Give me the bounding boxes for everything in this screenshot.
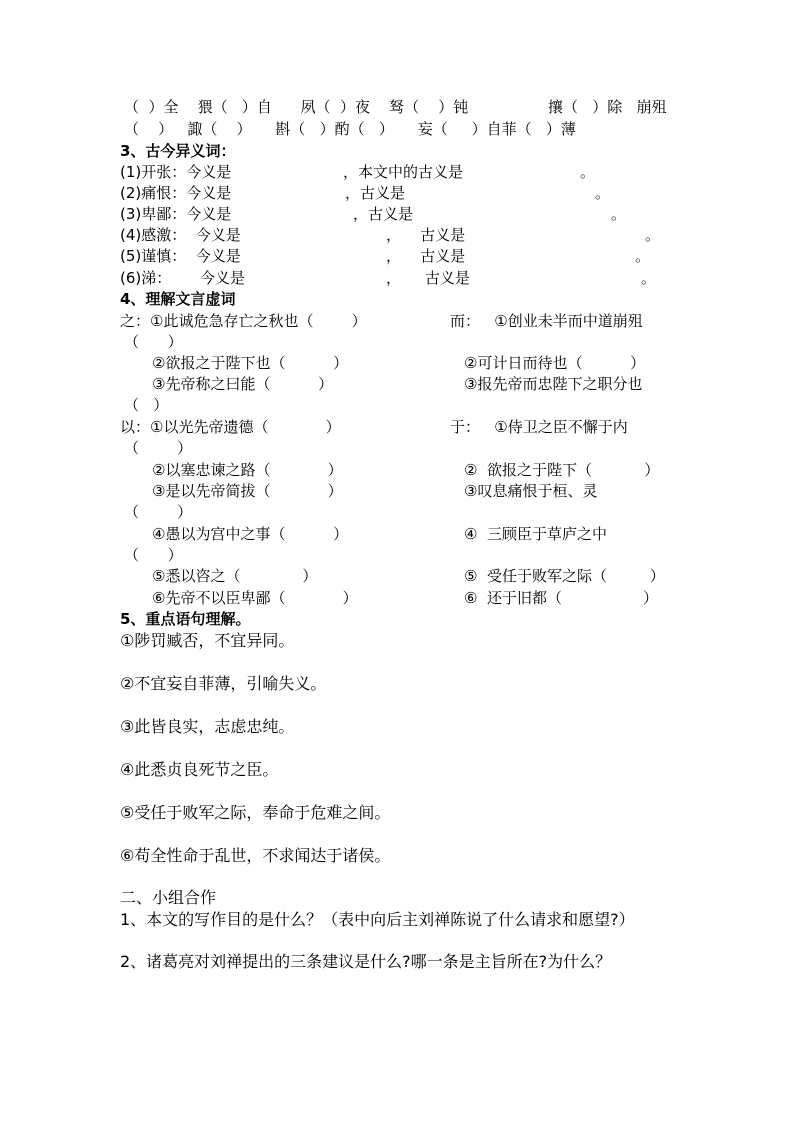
yi-item-4: ④愚以为宫中之事（ ） <box>152 525 349 543</box>
gujin-4-label: (4)感激： 今义是 <box>120 226 241 244</box>
yu-item-4-blank: （ ） <box>124 546 183 564</box>
section-5-heading: 5、重点语句理解。 <box>120 610 251 628</box>
yu-item-3: ③叹息痛恨于桓、灵 <box>464 482 598 500</box>
er-item-3-blank: （ ） <box>124 396 169 414</box>
gujin-2-mid: ，古义是 <box>345 184 406 202</box>
er-item-3: ③报先帝而忠陛下之职分也 <box>464 375 643 393</box>
gujin-6-mid: ， 古义是 <box>386 269 470 287</box>
gujin-6-label: (6)涕： 今义是 <box>120 269 245 287</box>
yu-item-3-blank: （ ） <box>124 503 193 521</box>
yi-item-2: ②以塞忠谏之路（ ） <box>152 461 343 479</box>
gujin-3-mid: ，古义是 <box>353 205 414 223</box>
gujin-1-mid: ，本文中的古义是 <box>343 163 464 181</box>
yi-item-3: ③是以先帝简拔（ ） <box>152 482 343 500</box>
sentence-6: ⑥苟全性命于乱世，不求闻达于诸侯。 <box>120 846 391 865</box>
gujin-4-mid: ， 古义是 <box>386 226 466 244</box>
gujin-3-label: (3)卑鄙：今义是 <box>120 205 232 223</box>
zhi-item-2: ②欲报之于陛下也（ ） <box>152 354 349 372</box>
gujin-5-label: (5)谨慎： 今义是 <box>120 247 241 265</box>
yu-item-2: ② 欲报之于陛下（ ） <box>464 461 660 479</box>
yi-item-5: ⑤悉以咨之（ ） <box>152 567 318 585</box>
sentence-3: ③此皆良实，志虑忠纯。 <box>120 717 295 736</box>
group-work-heading: 二、小组合作 <box>120 888 217 907</box>
section-4-heading: 4、理解文言虚词 <box>120 290 236 308</box>
gujin-1-label: (1)开张：今义是 <box>120 163 232 181</box>
gujin-4-end: 。 <box>645 226 661 244</box>
pinyin-blank-line-1-end: 攘（ ）除 崩殂 <box>548 98 667 116</box>
zhi-item-1: 之：①此诚危急存亡之秋也（ ） <box>120 312 367 330</box>
er-item-1: 而： ①创业未半而中道崩殂 <box>450 312 643 330</box>
gujin-6-end: 。 <box>641 269 657 287</box>
yu-item-4: ④ 三顾臣于草庐之中 <box>464 525 607 543</box>
gujin-5-mid: ， 古义是 <box>386 247 466 265</box>
er-item-2: ②可计日而待也（ ） <box>464 354 646 372</box>
yu-item-1-blank: （ ） <box>124 439 193 457</box>
zhi-item-3: ③先帝称之曰能（ ） <box>152 375 334 393</box>
yi-item-6: ⑥先帝不以臣卑鄙（ ） <box>152 589 358 607</box>
section-3-heading: 3、古今异义词： <box>120 142 236 160</box>
gujin-3-end: 。 <box>611 205 627 223</box>
group-question-2: 2、诸葛亮对刘禅提出的三条建议是什么?哪一条是主旨所在?为什么？ <box>120 952 612 971</box>
sentence-1: ①陟罚臧否，不宜异同。 <box>120 631 295 650</box>
pinyin-blank-line-2: （ ） 諏（ ） 斟（ ）酌（ ） 妄（ ）自菲（ ）薄 <box>124 120 576 138</box>
gujin-2-end: 。 <box>595 184 611 202</box>
yu-item-1: 于： ①侍卫之臣不懈于内 <box>450 418 628 436</box>
yu-item-5: ⑤ 受任于败军之际（ ） <box>464 567 665 585</box>
group-question-1: 1、本文的写作目的是什么？（表中向后主刘禅陈说了什么请求和愿望?） <box>120 910 635 929</box>
gujin-1-end: 。 <box>580 163 596 181</box>
er-item-1-blank: （ ） <box>124 333 183 351</box>
gujin-5-end: 。 <box>635 247 651 265</box>
yu-item-6: ⑥ 还于旧都（ ） <box>464 589 659 607</box>
pinyin-blank-line-1: （ ）全 猥（ ）自 夙（ ）夜 驽（ ）钝 <box>124 98 469 116</box>
sentence-2: ②不宜妄自菲薄，引喻失义。 <box>120 674 327 693</box>
sentence-5: ⑤受任于败军之际，奉命于危难之间。 <box>120 803 391 822</box>
yi-item-1: 以：①以光先帝遗德（ ） <box>120 418 341 436</box>
gujin-2-label: (2)痛恨：今义是 <box>120 184 232 202</box>
sentence-4: ④此悉贞良死节之臣。 <box>120 760 279 779</box>
